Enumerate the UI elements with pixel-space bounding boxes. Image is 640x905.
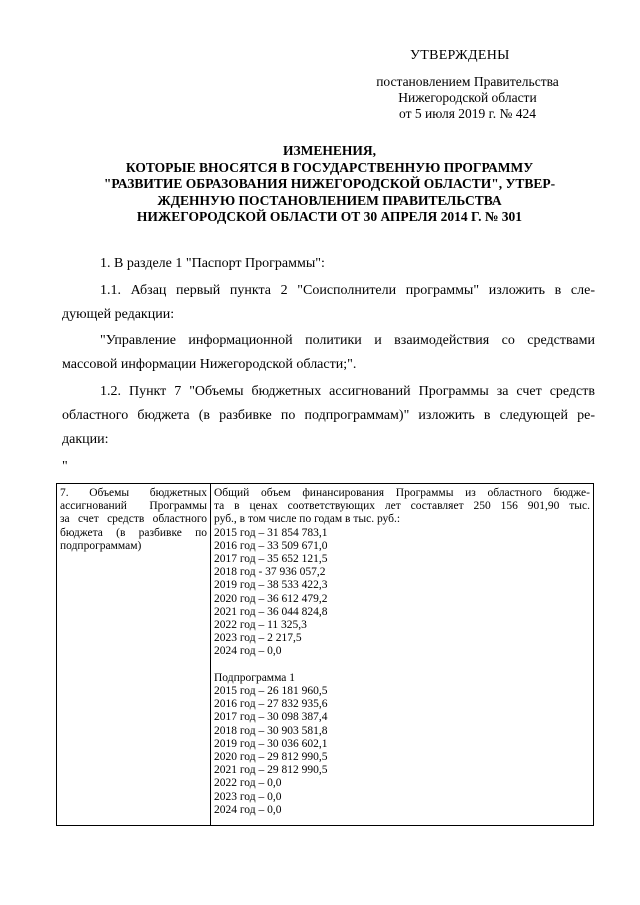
total-year-item: 2018 год - 37 936 057,2 [214, 566, 326, 579]
subprogram-year-item: 2015 год – 26 181 960,5 [214, 685, 328, 698]
title-line: НИЖЕГОРОДСКОЙ ОБЛАСТИ ОТ 30 АПРЕЛЯ 2014 Г. № 301 [136, 209, 523, 224]
approval-line: постановлением Правительства [376, 74, 559, 89]
intro-line: руб., в том числе по годам в тыс. руб.: [214, 513, 401, 526]
title-line: "РАЗВИТИЕ ОБРАЗОВАНИЯ НИЖЕГОРОДСКОЙ ОБЛАСТИ", УТВЕР- [103, 176, 556, 191]
paragraph-line: 1. В разделе 1 "Паспорт Программы": [100, 256, 325, 271]
total-year-item: 2023 год – 2 217,5 [214, 632, 302, 645]
total-year-item: 2021 год – 36 044 824,8 [214, 605, 328, 618]
total-year-item: 2022 год – 11 325,3 [214, 619, 307, 632]
paragraph-line: массовой информации Нижегородской области;". [62, 357, 357, 372]
total-year-item: 2019 год – 38 533 422,3 [214, 579, 328, 592]
title-line: ЖДЕННУЮ ПОСТАНОВЛЕНИЕМ ПРАВИТЕЛЬСТВА [157, 192, 502, 208]
row-label-line: ассигнований Программы [60, 500, 207, 513]
total-year-item: 2020 год – 36 612 479,2 [214, 592, 328, 605]
subprogram-year-item: 2019 год – 30 036 602,1 [214, 737, 328, 750]
title-line: КОТОРЫЕ ВНОСЯТСЯ В ГОСУДАРСТВЕННУЮ ПРОГРАММУ [125, 159, 534, 175]
row-label-line: подпрограммам) [60, 539, 142, 552]
spacer [214, 659, 590, 672]
paragraph-line: дакции: [62, 432, 109, 447]
total-year-item: 2016 год – 33 509 671,0 [214, 539, 328, 552]
subprogram-year-item: 2024 год – 0,0 [214, 803, 282, 816]
total-year-item: 2015 год – 31 854 783,1 [214, 526, 328, 539]
subprogram-year-item: 2020 год – 29 812 990,5 [214, 751, 328, 764]
approval-line: Нижегородской области [398, 90, 537, 105]
subprogram-year-item: 2022 год – 0,0 [214, 777, 282, 790]
total-year-item: 2017 год – 35 652 121,5 [214, 553, 328, 566]
paragraph-1-1 [62, 279, 595, 327]
subprogram-year-item: 2016 год – 27 832 935,6 [214, 698, 328, 711]
row-label-cell [57, 484, 211, 826]
paragraph-line: 1.1. Абзац первый пункта 2 "Соисполнители программы" изложить в сле- [100, 283, 595, 298]
approved-stamp: УТВЕРЖДЕНЫ [410, 48, 510, 63]
opening-quote: " [62, 459, 68, 474]
paragraph-line: дующей редакции: [62, 307, 175, 322]
paragraph-line: "Управление информационной политики и взаимодействия со средствами [100, 333, 595, 348]
row-value-cell [211, 484, 594, 826]
subprogram-year-item: 2023 год – 0,0 [214, 790, 282, 803]
paragraph-1-2 [62, 380, 595, 452]
document-title [62, 143, 597, 226]
paragraph-line: областного бюджета (в разбивке по подпрограммам)" изложить в следующей ре- [62, 408, 595, 423]
row-label-line: 7. Объемы бюджетных [60, 487, 207, 499]
paragraph-quote [62, 329, 595, 377]
total-year-item: 2024 год – 0,0 [214, 645, 282, 658]
title-line: ИЗМЕНЕНИЯ, [282, 143, 376, 158]
program-funding-table [56, 483, 594, 826]
approval-line: от 5 июля 2019 г. № 424 [399, 106, 536, 121]
subprogram-year-item: 2017 год – 30 098 387,4 [214, 711, 328, 724]
subprogram-year-item: 2021 год – 29 812 990,5 [214, 764, 328, 777]
approval-reference [340, 74, 595, 122]
subprogram-title: Подпрограмма 1 [214, 671, 296, 684]
paragraph-line: 1.2. Пункт 7 "Объемы бюджетных ассигнований Программы за счет средств [100, 384, 595, 399]
row-label-line: бюджета (в разбивке по [60, 526, 207, 539]
table-row [57, 484, 594, 826]
row-label-line: за счет средств областного [60, 513, 207, 526]
paragraph-1 [62, 252, 595, 276]
intro-line: та в ценах соответствующих лет составляет 250 156 901,90 тыс. [214, 500, 590, 513]
intro-line: Общий объем финансирования Программы из областного бюдже- [214, 487, 590, 499]
subprogram-year-item: 2018 год – 30 903 581,8 [214, 724, 328, 737]
